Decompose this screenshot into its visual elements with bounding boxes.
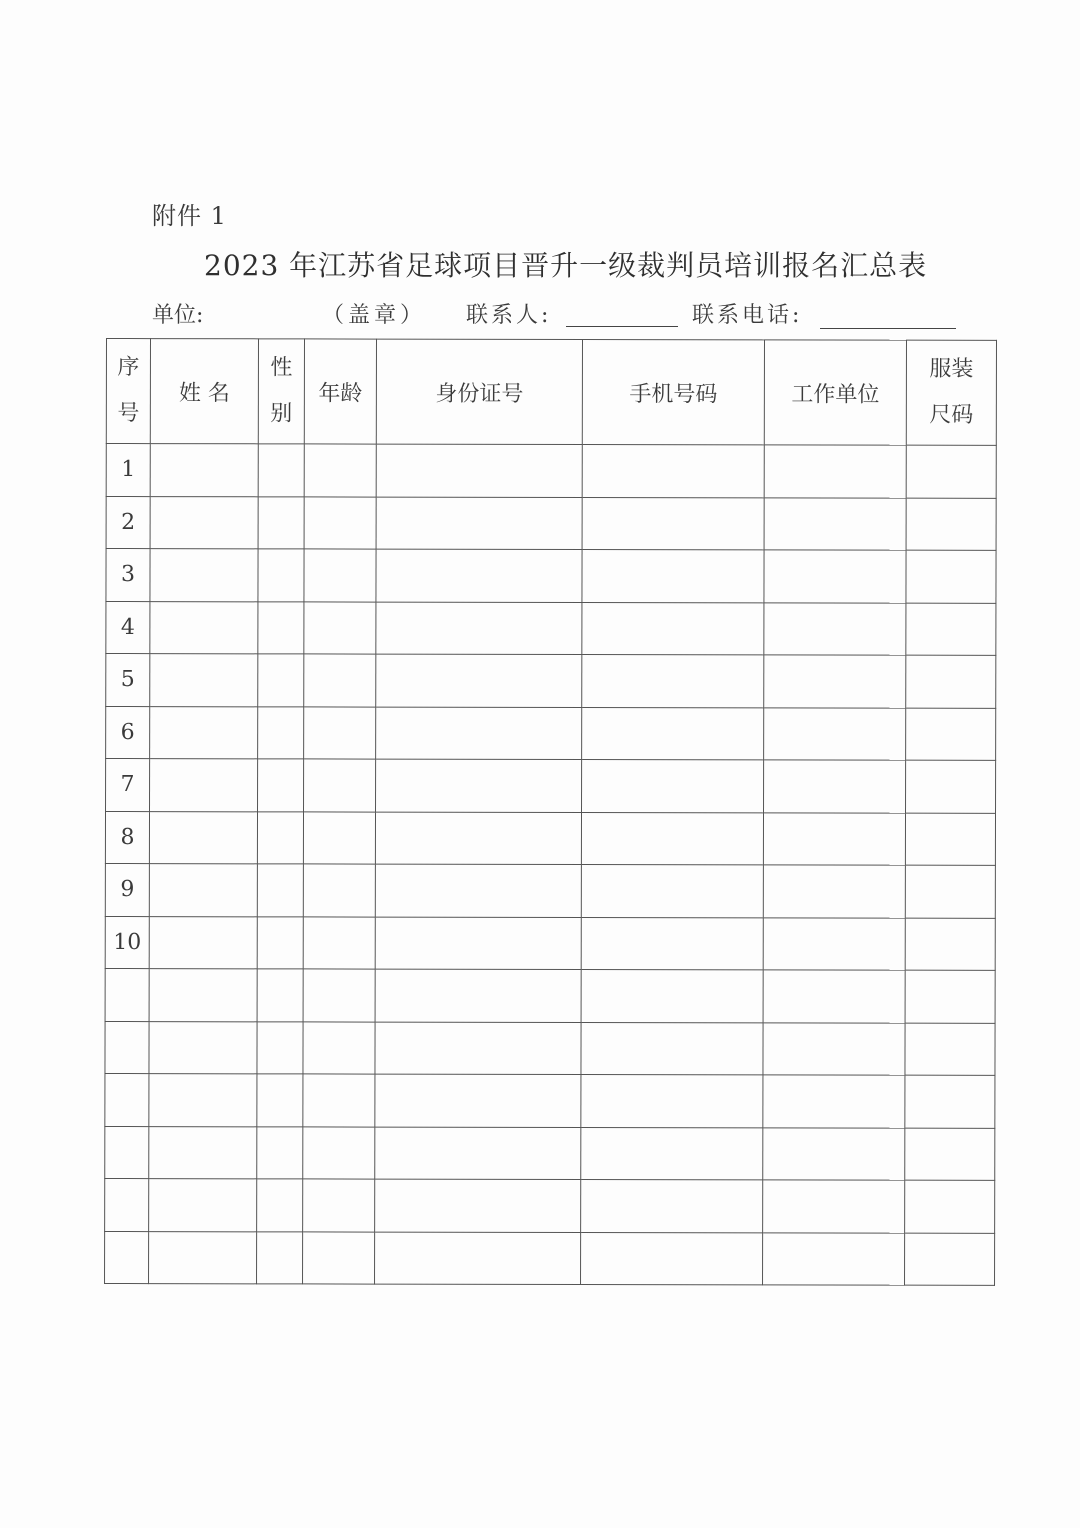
attachment-label: 附件 1: [152, 202, 227, 230]
cell-id-number[interactable]: [376, 497, 582, 550]
header-seq-bottom: 号: [117, 401, 140, 427]
cell-age[interactable]: [303, 1074, 375, 1127]
cell-work-unit[interactable]: [764, 550, 906, 603]
row-index: 8: [105, 811, 149, 864]
table-row: [105, 1073, 995, 1127]
cell-work-unit[interactable]: [764, 655, 906, 708]
cell-gender[interactable]: [257, 969, 303, 1022]
row-index: 9: [105, 863, 149, 916]
cell-size[interactable]: [905, 918, 995, 971]
cell-id-number[interactable]: [375, 1022, 581, 1075]
row-index: [105, 1021, 149, 1074]
table-row: [105, 968, 995, 1022]
header-gender: [258, 339, 304, 444]
header-seq: [106, 339, 150, 444]
table-row: [106, 706, 996, 760]
cell-age[interactable]: [304, 706, 376, 759]
registration-table: [104, 338, 997, 1286]
cell-size[interactable]: [905, 865, 995, 918]
header-size-bottom: 尺码: [929, 402, 974, 428]
cell-gender[interactable]: [258, 706, 304, 759]
header-size: [906, 340, 996, 445]
row-index: 5: [106, 654, 150, 707]
row-index: [105, 1231, 149, 1284]
cell-age[interactable]: [304, 444, 376, 497]
cell-work-unit[interactable]: [764, 602, 906, 655]
cell-work-unit[interactable]: [763, 1075, 905, 1128]
cell-age[interactable]: [303, 1126, 375, 1179]
seal-label: （盖章）: [322, 303, 427, 328]
cell-id-number[interactable]: [376, 549, 582, 602]
cell-name[interactable]: [149, 864, 257, 917]
cell-id-number[interactable]: [375, 969, 581, 1022]
header-id-number: 身份证号: [376, 339, 582, 444]
cell-gender[interactable]: [258, 496, 304, 549]
cell-name[interactable]: [149, 1231, 257, 1284]
header-gender-bottom: 别: [270, 401, 293, 427]
cell-mobile[interactable]: [581, 1232, 763, 1285]
row-index: 7: [106, 759, 150, 812]
cell-id-number[interactable]: [376, 759, 582, 812]
row-index: [105, 968, 149, 1021]
cell-age[interactable]: [304, 549, 376, 602]
table-row: [106, 601, 996, 655]
cell-size[interactable]: [905, 1128, 995, 1181]
cell-size[interactable]: [906, 603, 996, 656]
page-title: 2023 年江苏省足球项目晋升一级裁判员培训报名汇总表: [204, 249, 928, 282]
table-row: [106, 549, 996, 603]
cell-size[interactable]: [905, 970, 995, 1023]
row-index: 1: [106, 444, 150, 497]
table-row: [106, 496, 996, 550]
cell-gender[interactable]: [257, 811, 303, 864]
cell-mobile[interactable]: [582, 602, 764, 655]
cell-mobile[interactable]: [581, 864, 763, 917]
cell-age[interactable]: [303, 969, 375, 1022]
phone-label: 联系电话:: [692, 303, 803, 328]
row-index: [105, 1126, 149, 1179]
header-work-unit: 工作单位: [764, 340, 906, 445]
table-row: [105, 1021, 995, 1075]
cell-id-number[interactable]: [375, 864, 581, 917]
cell-gender[interactable]: [258, 601, 304, 654]
cell-size[interactable]: [906, 445, 996, 498]
cell-mobile[interactable]: [581, 1127, 763, 1180]
cell-gender[interactable]: [257, 1231, 303, 1284]
cell-mobile[interactable]: [581, 969, 763, 1022]
phone-blank-field[interactable]: [820, 328, 956, 329]
cell-age[interactable]: [303, 1179, 375, 1232]
cell-work-unit[interactable]: [763, 1180, 905, 1233]
cell-size[interactable]: [906, 708, 996, 761]
table-row: [106, 654, 996, 708]
cell-gender[interactable]: [258, 654, 304, 707]
cell-size[interactable]: [906, 550, 996, 603]
cell-work-unit[interactable]: [763, 1022, 905, 1075]
cell-id-number[interactable]: [375, 1074, 581, 1127]
cell-mobile[interactable]: [582, 654, 764, 707]
header-size-top: 服装: [929, 356, 974, 382]
cell-name[interactable]: [149, 811, 257, 864]
cell-size[interactable]: [905, 1023, 995, 1076]
cell-gender[interactable]: [257, 1074, 303, 1127]
cell-size[interactable]: [905, 1075, 995, 1128]
cell-id-number[interactable]: [375, 1127, 581, 1180]
header-gender-top: 性: [270, 355, 293, 381]
table-row: [105, 863, 995, 917]
cell-age[interactable]: [304, 654, 376, 707]
header-name: 姓 名: [150, 339, 258, 444]
cell-size[interactable]: [906, 498, 996, 551]
cell-mobile[interactable]: [582, 759, 764, 812]
cell-size[interactable]: [906, 760, 996, 813]
table-row: [105, 811, 995, 865]
cell-mobile[interactable]: [582, 707, 764, 760]
header-age: 年龄: [304, 339, 376, 444]
row-index: [105, 1073, 149, 1126]
table-row: [105, 916, 995, 970]
cell-age[interactable]: [304, 759, 376, 812]
row-index: 3: [106, 549, 150, 602]
cell-gender[interactable]: [258, 444, 304, 497]
cell-age[interactable]: [303, 1231, 375, 1284]
cell-id-number[interactable]: [376, 444, 582, 497]
header-seq-top: 序: [117, 355, 140, 381]
cell-id-number[interactable]: [375, 812, 581, 865]
cell-gender[interactable]: [257, 1179, 303, 1232]
cell-gender[interactable]: [258, 549, 304, 602]
table-row: [105, 1178, 995, 1232]
cell-mobile[interactable]: [581, 917, 763, 970]
cell-age[interactable]: [303, 916, 375, 969]
cell-work-unit[interactable]: [763, 812, 905, 865]
cell-work-unit[interactable]: [763, 1232, 905, 1285]
cell-work-unit[interactable]: [764, 760, 906, 813]
cell-size[interactable]: [906, 655, 996, 708]
cell-size[interactable]: [905, 813, 995, 866]
cell-name[interactable]: [149, 969, 257, 1022]
cell-name[interactable]: [150, 496, 258, 549]
cell-mobile[interactable]: [582, 444, 764, 497]
table-row: [105, 1231, 995, 1285]
cell-work-unit[interactable]: [763, 1127, 905, 1180]
contact-blank-field[interactable]: [566, 326, 678, 327]
cell-name[interactable]: [150, 759, 258, 812]
row-index: 4: [106, 601, 150, 654]
cell-name[interactable]: [150, 549, 258, 602]
cell-age[interactable]: [303, 811, 375, 864]
cell-id-number[interactable]: [376, 707, 582, 760]
cell-name[interactable]: [149, 1126, 257, 1179]
cell-age[interactable]: [304, 601, 376, 654]
table-row: [106, 759, 996, 813]
cell-mobile[interactable]: [582, 497, 764, 550]
cell-name[interactable]: [149, 916, 257, 969]
contact-label: 联系人:: [466, 303, 552, 328]
cell-work-unit[interactable]: [763, 917, 905, 970]
cell-mobile[interactable]: [581, 1179, 763, 1232]
cell-name[interactable]: [149, 1074, 257, 1127]
cell-size[interactable]: [905, 1180, 995, 1233]
cell-mobile[interactable]: [581, 1074, 763, 1127]
cell-mobile[interactable]: [582, 549, 764, 602]
cell-age[interactable]: [303, 864, 375, 917]
row-index: 2: [106, 496, 150, 549]
cell-name[interactable]: [149, 1021, 257, 1074]
row-index: 6: [106, 706, 150, 759]
table-header-row: [106, 339, 996, 446]
cell-id-number[interactable]: [376, 654, 582, 707]
row-index: 10: [105, 916, 149, 969]
cell-id-number[interactable]: [375, 1232, 581, 1285]
cell-work-unit[interactable]: [763, 970, 905, 1023]
cell-gender[interactable]: [258, 759, 304, 812]
unit-label: 单位:: [152, 303, 204, 328]
cell-id-number[interactable]: [375, 917, 581, 970]
cell-mobile[interactable]: [581, 1022, 763, 1075]
cell-work-unit[interactable]: [763, 865, 905, 918]
cell-id-number[interactable]: [375, 1179, 581, 1232]
cell-work-unit[interactable]: [764, 445, 906, 498]
cell-gender[interactable]: [257, 1126, 303, 1179]
cell-gender[interactable]: [257, 864, 303, 917]
cell-name[interactable]: [150, 706, 258, 759]
cell-age[interactable]: [303, 1021, 375, 1074]
cell-size[interactable]: [905, 1233, 995, 1286]
cell-gender[interactable]: [257, 916, 303, 969]
cell-mobile[interactable]: [581, 812, 763, 865]
cell-name[interactable]: [150, 601, 258, 654]
cell-age[interactable]: [304, 496, 376, 549]
cell-name[interactable]: [150, 654, 258, 707]
cell-gender[interactable]: [257, 1021, 303, 1074]
cell-name[interactable]: [149, 1179, 257, 1232]
cell-name[interactable]: [150, 444, 258, 497]
row-index: [105, 1178, 149, 1231]
table-row: [106, 444, 996, 498]
cell-work-unit[interactable]: [764, 497, 906, 550]
cell-work-unit[interactable]: [764, 707, 906, 760]
header-mobile: 手机号码: [582, 339, 764, 444]
table-row: [105, 1126, 995, 1180]
cell-id-number[interactable]: [376, 602, 582, 655]
